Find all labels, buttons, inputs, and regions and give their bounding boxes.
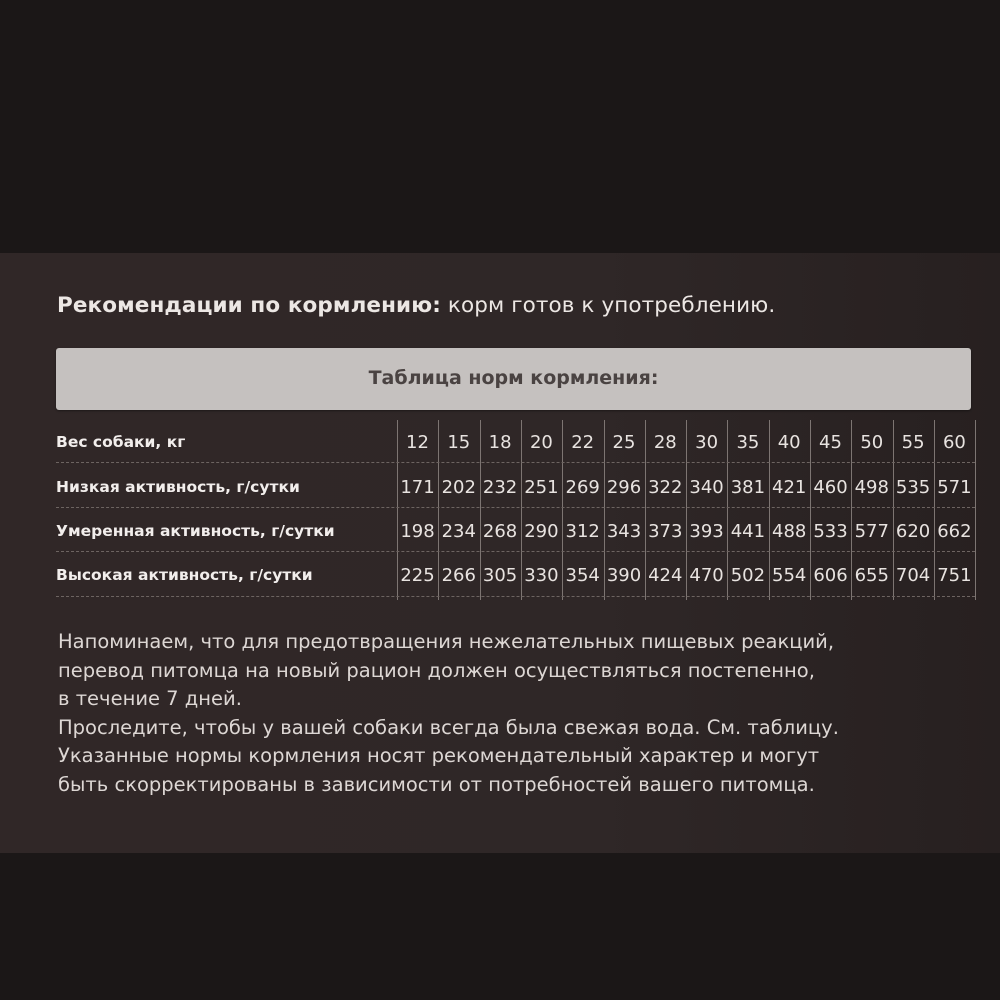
high-activity-row-cell: 305: [482, 565, 518, 586]
high-activity-row-cell: 424: [648, 565, 683, 586]
low-activity-row-label: Низкая активность, г/сутки: [56, 478, 300, 496]
high-activity-row-cell: 390: [606, 565, 642, 586]
low-activity-row-cell: 421: [772, 477, 807, 498]
note-line: быть скорректированы в зависимости от потребностей вашего питомца.: [58, 772, 815, 796]
low-activity-row-cell: 251: [524, 477, 559, 498]
weight-row-cell: 20: [529, 432, 553, 453]
low-activity-row-cell: 535: [895, 477, 931, 498]
weight-row-cell: 15: [447, 432, 471, 453]
low-activity-row-cell: 340: [689, 477, 724, 498]
row-separator: [56, 507, 975, 508]
row-separator: [56, 462, 975, 463]
row-separator: [56, 596, 975, 597]
moderate-activity-row-cell: 268: [482, 521, 518, 542]
weight-row-cell: 45: [819, 432, 842, 453]
high-activity-row-cell: 266: [441, 565, 476, 586]
moderate-activity-row-cell: 198: [400, 521, 435, 542]
moderate-activity-row-cell: 393: [689, 521, 724, 542]
low-activity-row-cell: 571: [937, 477, 972, 498]
high-activity-row-cell: 751: [937, 565, 972, 586]
weight-row-cell: 55: [901, 432, 925, 453]
note-line: Указанные нормы кормления носят рекомендательный характер и могут: [58, 744, 820, 767]
high-activity-row-label: Высокая активность, г/сутки: [56, 566, 313, 584]
moderate-activity-row-cell: 441: [730, 521, 766, 542]
moderate-activity-row-cell: 234: [441, 521, 476, 542]
high-activity-row-cell: 502: [730, 565, 766, 586]
high-activity-row-cell: 470: [689, 565, 724, 586]
high-activity-row-cell: 330: [524, 565, 559, 586]
feeding-notes: [58, 628, 958, 799]
feeding-table-banner: [56, 348, 971, 410]
weight-row-label: Вес собаки, кг: [56, 433, 186, 451]
weight-row-cell: 50: [860, 432, 884, 453]
weight-row-cell: 28: [653, 432, 677, 453]
column-separator: [975, 420, 976, 600]
note-line: Проследите, чтобы у вашей собаки всегда была свежая вода. См. таблицу.: [58, 715, 839, 739]
feeding-recommendations-heading: [57, 293, 775, 318]
high-activity-row-cell: 704: [895, 565, 931, 586]
moderate-activity-row-cell: 662: [937, 521, 972, 542]
weight-row-cell: 18: [488, 432, 512, 453]
weight-row-cell: 25: [612, 432, 636, 453]
low-activity-row-cell: 296: [606, 477, 642, 498]
weight-row-cell: 40: [777, 432, 801, 453]
high-activity-row-cell: 225: [400, 565, 435, 586]
moderate-activity-row-cell: 343: [606, 521, 642, 542]
note-line: перевод питомца на новый рацион должен осуществляться постепенно,: [58, 658, 815, 682]
low-activity-row-cell: 171: [400, 477, 435, 498]
note-line: в течение 7 дней.: [58, 687, 242, 710]
weight-row-cell: 12: [406, 432, 429, 453]
note-line: Напоминаем, что для предотвращения нежелательных пищевых реакций,: [58, 630, 835, 653]
moderate-activity-row-cell: 290: [524, 521, 559, 542]
feeding-table-title: Таблица норм кормления:: [368, 367, 659, 389]
moderate-activity-row-cell: 620: [895, 521, 931, 542]
high-activity-row-cell: 354: [565, 565, 600, 586]
low-activity-row-cell: 381: [730, 477, 766, 498]
low-activity-row-cell: 460: [813, 477, 848, 498]
high-activity-row-cell: 606: [813, 565, 848, 586]
moderate-activity-row-label: Умеренная активность, г/сутки: [56, 522, 335, 540]
moderate-activity-row-cell: 312: [565, 521, 600, 542]
moderate-activity-row-cell: 488: [772, 521, 807, 542]
row-separator: [56, 551, 975, 552]
high-activity-row-cell: 554: [772, 565, 807, 586]
weight-row-cell: 22: [571, 432, 595, 453]
heading-regular-part: корм готов к употреблению.: [440, 293, 776, 318]
low-activity-row-cell: 269: [565, 477, 600, 498]
weight-row-cell: 35: [736, 432, 760, 453]
high-activity-row-cell: 655: [854, 565, 889, 586]
weight-row-cell: 60: [942, 432, 966, 453]
moderate-activity-row-cell: 577: [854, 521, 889, 542]
low-activity-row-cell: 232: [482, 477, 518, 498]
low-activity-row-cell: 322: [648, 477, 683, 498]
low-activity-row-cell: 498: [854, 477, 889, 498]
moderate-activity-row-cell: 533: [813, 521, 848, 542]
weight-row-cell: 30: [695, 432, 719, 453]
heading-bold-part: Рекомендации по кормлению:: [57, 293, 441, 318]
low-activity-row-cell: 202: [441, 477, 476, 498]
moderate-activity-row-cell: 373: [648, 521, 683, 542]
feeding-norms-table: [56, 420, 976, 602]
